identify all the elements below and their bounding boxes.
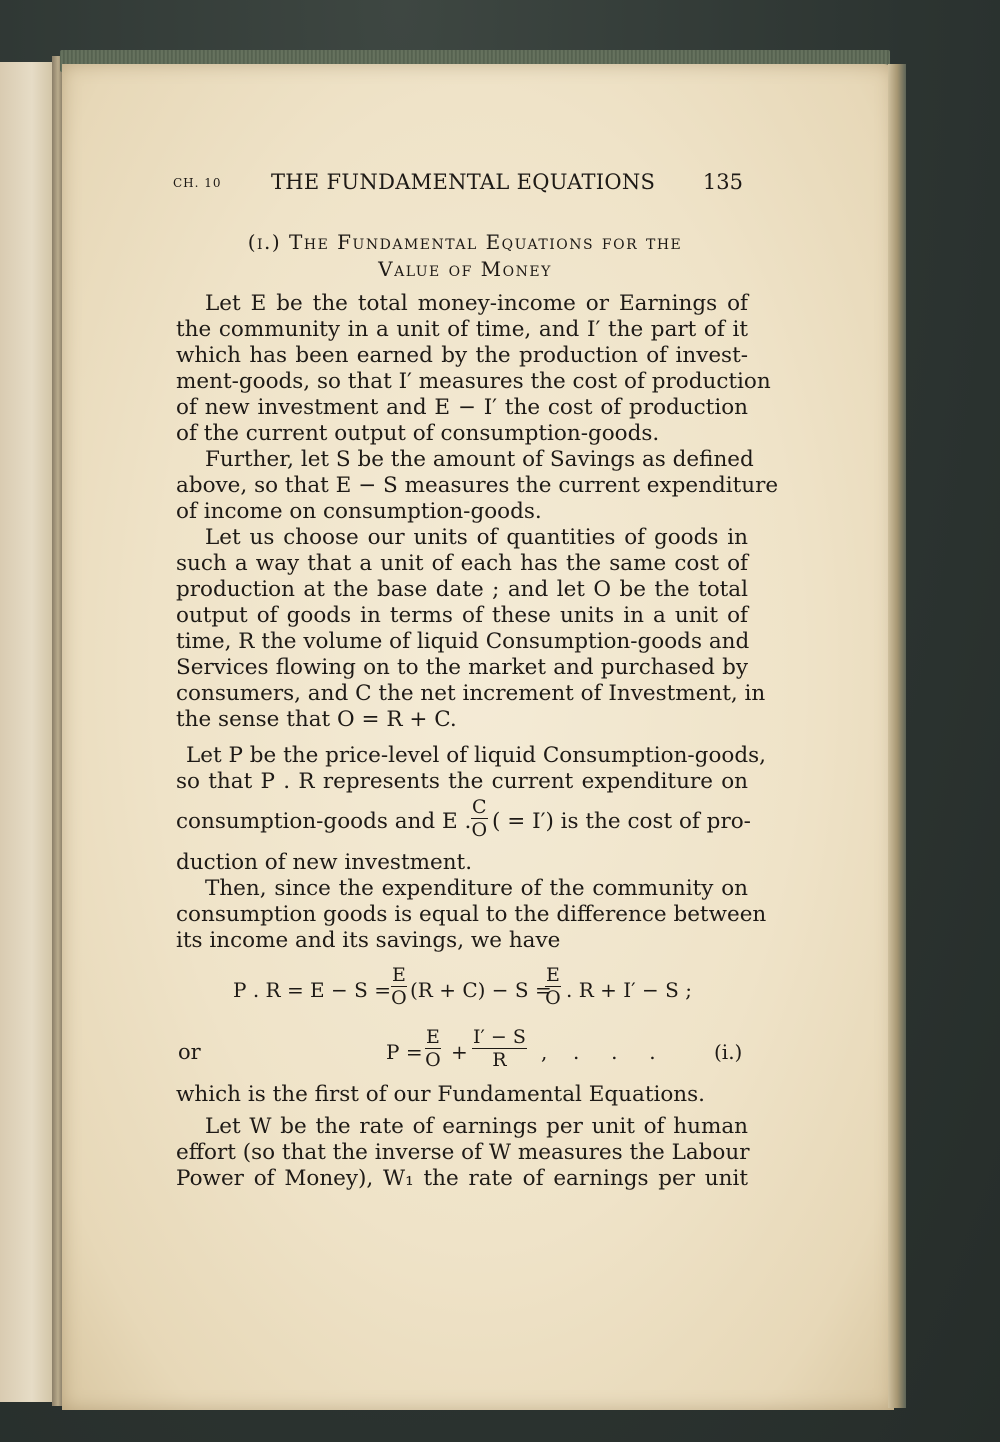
- text-line: of the current output of consumption-goods.: [176, 421, 660, 446]
- equation1-fraction2: [545, 964, 561, 1009]
- left-page-edge: [0, 62, 58, 1402]
- chapter-label: CH. 10: [173, 176, 222, 190]
- equation2-lhs: P =: [386, 1040, 423, 1064]
- text-line: ment-goods, so that I′ measures the cost of production: [176, 369, 771, 394]
- fraction-numerator: E: [546, 964, 560, 986]
- equation2-plus: +: [451, 1040, 468, 1064]
- text-line: above, so that E − S measures the current expenditure: [176, 473, 779, 498]
- text-line: of income on consumption-goods.: [176, 499, 542, 524]
- inline-fraction: [471, 796, 488, 841]
- fraction-numerator: C: [472, 796, 487, 818]
- running-title: THE FUNDAMENTAL EQUATIONS: [271, 170, 656, 194]
- fraction-denominator: O: [545, 987, 561, 1009]
- equation1-part1: P . R = E − S =: [233, 978, 391, 1002]
- fraction-numerator: E: [392, 964, 406, 986]
- page-number: 135: [702, 170, 743, 194]
- section-title-line2: Value of Money: [378, 257, 552, 281]
- text-line: output of goods in terms of these units in a unit of: [176, 603, 748, 628]
- text-line-inline-math: ( = I′) is the cost of pro-: [492, 809, 751, 834]
- text-line: the sense that O = R + C.: [176, 707, 457, 732]
- fraction-denominator: O: [425, 1049, 441, 1071]
- equation2-or-label: or: [178, 1040, 201, 1064]
- text-line: Then, since the expenditure of the community on: [205, 876, 748, 901]
- equation1-part3: . R + I′ − S ;: [566, 978, 692, 1002]
- equation2-leader-dots: . . .: [573, 1040, 656, 1064]
- fraction-denominator: O: [391, 987, 407, 1009]
- text-line: Let E be the total money-income or Earnings of: [205, 291, 748, 316]
- text-line: such a way that a unit of each has the same cost of: [176, 551, 748, 576]
- text-line: duction of new investment.: [176, 850, 473, 875]
- text-line: consumption goods is equal to the difference between: [176, 902, 767, 927]
- equation1-fraction1: [391, 964, 407, 1009]
- page-right-edge: [888, 64, 906, 1408]
- text-line: Power of Money), W₁ the rate of earnings per unit: [176, 1166, 748, 1191]
- text-line: Let us choose our units of quantities of goods in: [205, 525, 748, 550]
- fraction-numerator: I′ − S: [473, 1026, 526, 1048]
- text-line: consumers, and C the net increment of Investment, in: [176, 681, 766, 706]
- text-line: production at the base date ; and let O be the total: [176, 577, 748, 602]
- equation2-label: (i.): [714, 1040, 743, 1064]
- text-line: which has been earned by the production of invest-: [176, 343, 748, 368]
- equation2-fraction2: [472, 1026, 527, 1071]
- text-line: Further, let S be the amount of Savings as defined: [205, 447, 754, 472]
- equation1-part2: (R + C) − S =: [410, 978, 552, 1002]
- running-head: [173, 170, 743, 200]
- fraction-denominator: R: [492, 1049, 507, 1071]
- text-line: Services flowing on to the market and purchased by: [176, 655, 748, 680]
- text-line: Let P be the price-level of liquid Consumption-goods,: [186, 743, 766, 768]
- text-line: of new investment and E − I′ the cost of production: [176, 395, 748, 420]
- text-line: which is the first of our Fundamental Equations.: [176, 1082, 706, 1107]
- text-line: time, R the volume of liquid Consumption-goods and: [176, 629, 750, 654]
- text-line: its income and its savings, we have: [176, 928, 561, 953]
- fraction-numerator: E: [426, 1026, 440, 1048]
- equation2-trail: ,: [541, 1040, 548, 1064]
- equation2-fraction1: [425, 1026, 441, 1071]
- text-line: so that P . R represents the current expenditure on: [176, 769, 748, 794]
- text-line: effort (so that the inverse of W measures the Labour: [176, 1140, 750, 1165]
- fraction-denominator: O: [471, 819, 488, 841]
- text-line-inline-math: consumption-goods and E .: [176, 809, 472, 834]
- section-title-line1: (i.) The Fundamental Equations for the: [247, 230, 683, 254]
- text-line: the community in a unit of time, and I′ the part of it: [176, 317, 748, 342]
- text-line: Let W be the rate of earnings per unit of human: [205, 1114, 748, 1139]
